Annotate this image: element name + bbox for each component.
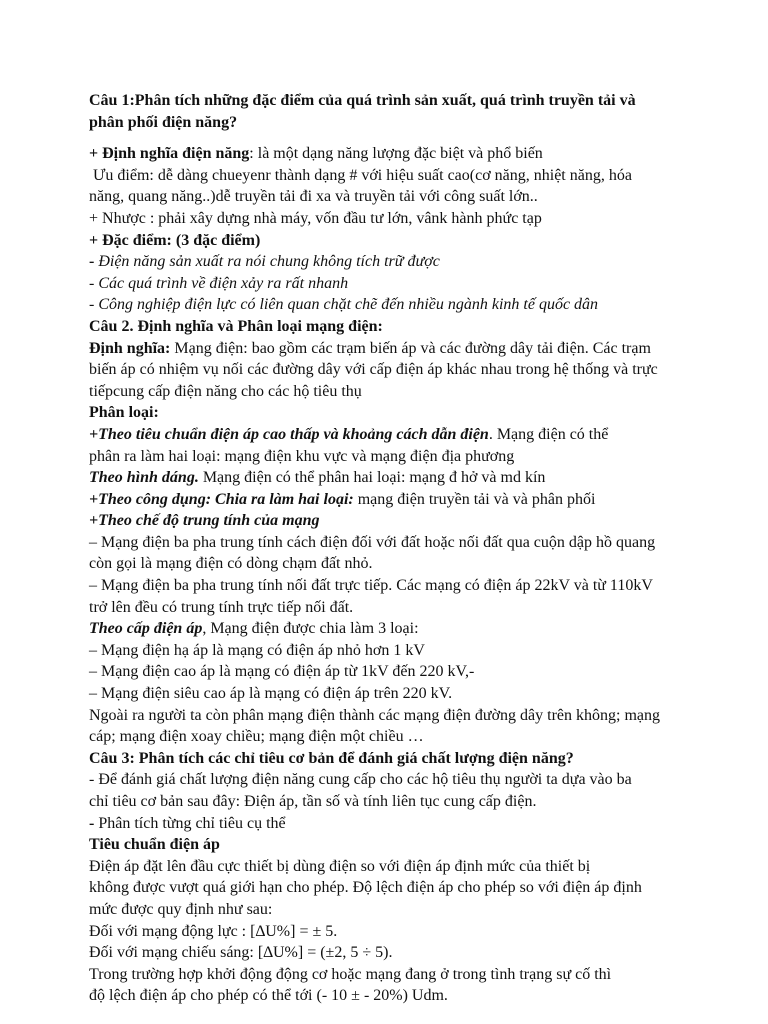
q3-intro: - Để đánh giá chất lượng điện năng cung cấp cho các hộ tiêu thụ người ta dựa vào ba	[89, 771, 632, 789]
q3-analyze-text: Phân tích từng chỉ tiêu cụ thể	[98, 814, 286, 832]
advantage-line-cont: năng, quang năng..)dễ truyền tải đi xa và truyền tải với công suất lớn..	[89, 188, 538, 206]
class-by-voltage-distance	[89, 424, 708, 446]
question-1-title: Câu 1:Phân tích những đặc điểm của quá trình sản xuất, quá trình truyền tải và	[89, 92, 636, 109]
feature-2-text: - Các quá trình về điện xảy ra rất nhanh	[89, 274, 349, 292]
network-definition-cont-2: tiếpcung cấp điện năng cho các hộ tiêu thụ	[89, 382, 362, 400]
class-by-voltage-level-label: Theo cấp điện áp	[89, 620, 203, 638]
neutral-grounded-cont: trở lên đều có trung tính trực tiếp nối đất.	[89, 598, 354, 616]
energy-definition-label: + Định nghĩa điện năng	[89, 145, 250, 163]
network-definition-label: Định nghĩa:	[89, 339, 171, 357]
class-by-neutral	[89, 510, 708, 532]
neutral-grounded: – Mạng điện ba pha trung tính nối đất trực tiếp. Các mạng có điện áp 22kV và từ 110kV	[89, 577, 653, 595]
question-1-title-cont: phân phối điện năng?	[89, 113, 238, 131]
class-by-shape-label: Theo hình dáng.	[89, 469, 199, 487]
q3-intro-cont: chỉ tiêu cơ bản sau đây: Điện áp, tần số và tính liên tục cung cấp điện.	[89, 793, 537, 810]
class-by-voltage-level	[89, 618, 708, 640]
q3-analyze-dash: -	[89, 814, 99, 832]
feature-1-text: Điện năng sản xuất ra nói chung không tích trữ được	[98, 253, 440, 271]
q3-analyze	[89, 813, 708, 835]
feature-3-text: - Công nghiệp điện lực có liên quan chặt chẽ đến nhiều ngành kinh tế quốc dân	[89, 296, 599, 314]
neutral-isolated-cont: còn gọi là mạng điện có dòng chạm đất nhỏ.	[89, 555, 373, 573]
voltage-standard-text: Điện áp đặt lên đầu cực thiết bị dùng điện so với điện áp định mức của thiết bị	[89, 857, 591, 875]
class-by-purpose-label: +Theo công dụng: Chia ra làm hai loại:	[89, 490, 354, 508]
feature-3	[89, 294, 708, 316]
advantage-line: Ưu điểm: dễ dàng chueyenr thành dạng # với hiệu suất cao(cơ năng, nhiệt năng, hóa	[89, 166, 632, 184]
class-by-voltage-distance-label: +Theo tiêu chuẩn điện áp cao thấp và khoảng cách dẫn điện	[89, 425, 489, 443]
feature-1-dash: -	[89, 253, 99, 271]
other-classification-cont: cáp; mạng điện xoay chiều; mạng điện một chiều …	[89, 728, 424, 746]
network-definition-cont: biến áp có nhiệm vụ nối các đường dây với cấp điện áp khác nhau trong hệ thống và trực	[89, 361, 658, 379]
fault-condition: Trong trường hợp khởi động động cơ hoặc mạng đang ở trong tình trạng sự cố thì	[89, 965, 612, 983]
network-definition	[89, 338, 708, 360]
network-definition-text: Mạng điện: bao gồm các trạm biến áp và các đường dây tải điện. Các trạm	[170, 339, 651, 357]
class-by-voltage-distance-cont: phân ra làm hai loại: mạng điện khu vực và mạng điện địa phương	[89, 447, 515, 465]
question-2-title: Câu 2. Định nghĩa và Phân loại mạng điện:	[89, 317, 383, 335]
class-by-neutral-label: +Theo chế độ trung tính của mạng	[89, 512, 320, 530]
class-by-voltage-level-text: , Mạng điện được chia làm 3 loại:	[202, 620, 419, 638]
energy-definition-text: : là một dạng năng lượng đặc biệt và phổ biến	[249, 145, 543, 163]
feature-2	[89, 273, 708, 295]
voltage-standard-text-cont-2: mức được quy định như sau:	[89, 900, 273, 918]
class-by-purpose-text: mạng điện truyền tải và và phân phối	[353, 490, 596, 508]
voltage-ultra: – Mạng điện siêu cao áp là mạng có điện áp trên 220 kV.	[89, 685, 453, 703]
class-by-voltage-distance-text: . Mạng điện có thể	[488, 425, 609, 443]
lighting-network-tolerance: Đối với mạng chiếu sáng: [∆U%] = (±2, 5 ÷ 5).	[89, 944, 393, 962]
energy-definition	[89, 143, 708, 165]
neutral-isolated: – Mạng điện ba pha trung tính cách điện đối với đất hoặc nối đất qua cuộn dập hồ quang	[89, 533, 656, 551]
power-network-tolerance: Đối với mạng động lực : [∆U%] = ± 5.	[89, 922, 338, 940]
voltage-low: – Mạng điện hạ áp là mạng có điện áp nhỏ hơn 1 kV	[89, 641, 425, 659]
features-heading: + Đặc điểm: (3 đặc điểm)	[89, 231, 261, 249]
voltage-standard-heading: Tiêu chuẩn điện áp	[89, 836, 220, 854]
disadvantage-line: + Nhược : phải xây dựng nhà máy, vốn đầu tư lớn, vânk hành phức tạp	[89, 209, 542, 227]
voltage-high: – Mạng điện cao áp là mạng có điện áp từ 1kV đến 220 kV,-	[89, 663, 475, 681]
class-by-purpose	[89, 489, 708, 511]
class-by-shape-text: Mạng điện có thể phân hai loại: mạng đ hở và md kín	[198, 469, 546, 487]
question-3-title: Câu 3: Phân tích các chỉ tiêu cơ bản để đánh giá chất lượng điện năng?	[89, 749, 574, 767]
fault-condition-cont: độ lệch điện áp cho phép có thể tới (- 10 ± - 20%) Udm.	[89, 987, 448, 1005]
other-classification: Ngoài ra người ta còn phân mạng điện thành các mạng điện đường dây trên không; mạng	[89, 706, 660, 724]
classification-heading: Phân loại:	[89, 404, 159, 422]
voltage-standard-text-cont: không được vượt quá giới hạn cho phép. Độ lệch điện áp cho phép so với điện áp định	[89, 879, 642, 897]
feature-1	[89, 251, 708, 273]
class-by-shape	[89, 467, 708, 489]
